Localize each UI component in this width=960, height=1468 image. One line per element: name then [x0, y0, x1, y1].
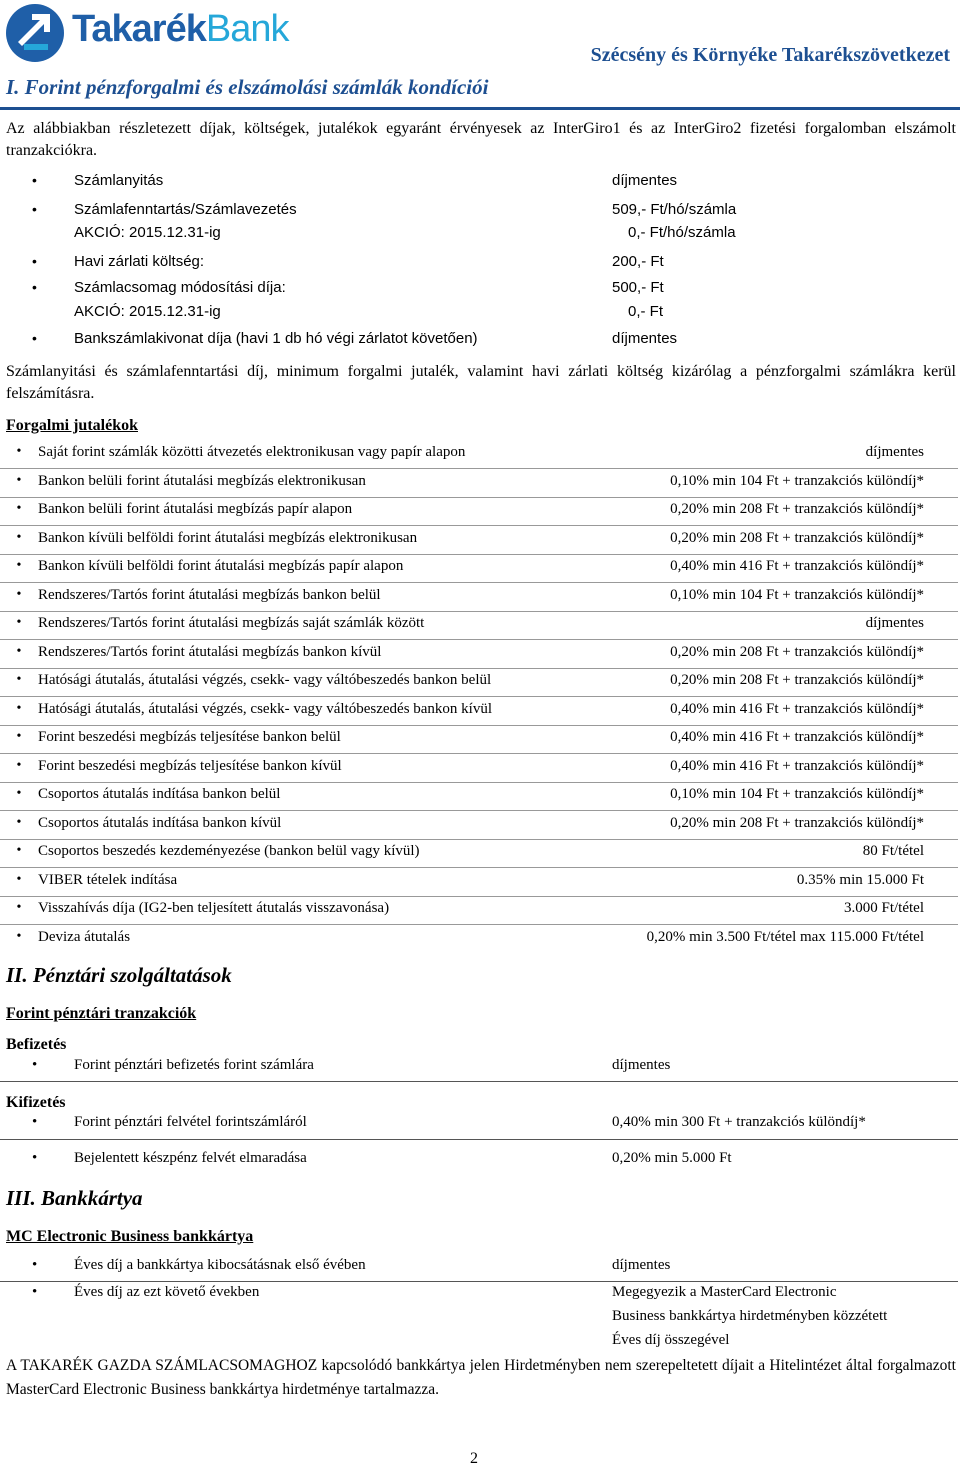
withdrawal-row: • Bejelentett készpénz felvét elmaradása 0,20% min 5.000 Ft: [32, 1150, 732, 1166]
fee-label: • Számlafenntartás/Számlavezetés: [74, 201, 297, 218]
commission-label: • Forint beszedési megbízás teljesítése bankon kívül: [38, 757, 342, 774]
commission-value: 0,40% min 416 Ft + tranzakciós különdíj*: [670, 700, 924, 717]
commission-label: • Deviza átutalás: [38, 928, 131, 945]
commission-row: [0, 839, 958, 868]
withdrawal-value: 0,40% min 300 Ft + tranzakciós különdíj*: [612, 1114, 866, 1130]
intro-paragraph: Az alábbiakban részletezett díjak, költségek, jutalékok egyaránt érvényesek az InterGiro1 és az InterGiro2 fizetési forgalomban elszámolt tranzakciókra.: [6, 120, 956, 159]
commission-value: díjmentes: [865, 615, 924, 631]
card-row: • Éves díj a bankkártya kibocsátásnak első évében díjmentes: [32, 1257, 671, 1273]
commission-row: [0, 697, 958, 726]
commission-label: • Bankon belüli forint átutalási megbízás papír alapon: [38, 501, 353, 517]
commission-row: [0, 668, 958, 697]
commission-label: • Rendszeres/Tartós forint átutalási megbízás bankon kívül: [38, 643, 382, 660]
commission-value: 80 Ft/tétel: [862, 843, 924, 859]
commission-row: [0, 811, 958, 840]
fee-value: 200,- Ft: [612, 253, 664, 270]
commission-row: [0, 611, 958, 640]
commission-value: 0,40% min 416 Ft + tranzakciós különdíj*: [670, 558, 924, 574]
section-1-title: I. Forint pénzforgalmi és elszámolási számlák kondíciói: [6, 75, 489, 99]
commission-row: [0, 754, 958, 783]
deposit-value: díjmentes: [612, 1057, 671, 1073]
card-value-line: Megegyezik a MasterCard Electronic: [612, 1284, 837, 1300]
commission-row: [0, 896, 958, 925]
commission-label: • Forint beszedési megbízás teljesítése bankon belül: [38, 729, 341, 745]
card-value: díjmentes: [612, 1257, 671, 1273]
commission-value: 0,40% min 416 Ft + tranzakciós különdíj*: [670, 757, 924, 774]
commission-row: [0, 583, 958, 612]
commission-value: 0,20% min 208 Ft + tranzakciós különdíj*: [670, 814, 924, 831]
commission-value: díjmentes: [865, 444, 924, 460]
commission-row: [0, 526, 958, 555]
divider: [0, 1139, 958, 1140]
commission-value: 0,10% min 104 Ft + tranzakciós különdíj*: [670, 472, 924, 489]
withdrawal-heading: Kifizetés: [6, 1094, 66, 1111]
commission-value: 0,20% min 208 Ft + tranzakciós különdíj*: [670, 643, 924, 660]
commission-label: • Hatósági átutalás, átutalási végzés, csekk- vagy váltóbeszedés bankon belül: [38, 672, 492, 688]
withdrawal-label: Bejelentett készpénz felvét elmaradása: [74, 1150, 307, 1166]
commission-value: 0,20% min 3.500 Ft/tétel max 115.000 Ft/tétel: [646, 928, 924, 945]
card-heading: MC Electronic Business bankkártya: [6, 1228, 254, 1245]
commission-value: 3.000 Ft/tétel: [844, 900, 924, 916]
commission-label: • Rendszeres/Tartós forint átutalási megbízás saját számlák között: [38, 615, 425, 631]
deposit-heading: Befizetés: [6, 1036, 67, 1053]
fee-label: AKCIÓ: 2015.12.31-ig: [74, 224, 221, 241]
card-footnote: A TAKARÉK GAZDA SZÁMLACSOMAGHOZ kapcsolódó bankkártya jelen Hirdetményben nem szerepeltetett díjait a Hitelintézet által forgalmazott MasterCard Electronic Business bankkártya hirdetménye tartalmazza.: [6, 1357, 956, 1398]
title-divider: [0, 107, 960, 110]
commission-row: [0, 782, 958, 811]
card-label: Éves díj a bankkártya kibocsátásnak első évében: [74, 1257, 366, 1273]
commission-label: • Hatósági átutalás, átutalási végzés, csekk- vagy váltóbeszedés bankon kívül: [38, 700, 493, 717]
commission-value: 0,10% min 104 Ft + tranzakciós különdíj*: [670, 586, 924, 603]
commission-label: • Csoportos beszedés kezdeményezése (bankon belül vagy kívül): [38, 843, 420, 859]
fee-label: • Bankszámlakivonat díja (havi 1 db hó végi zárlatot követően): [74, 330, 478, 347]
fee-value: 509,- Ft/hó/számla: [612, 201, 737, 218]
divider: [0, 1081, 958, 1082]
commission-label: • Saját forint számlák közötti átvezetés elektronikusan vagy papír alapon: [38, 444, 466, 460]
divider: [0, 1281, 958, 1282]
fee-label: • Számlacsomag módosítási díja:: [74, 279, 286, 296]
cash-transactions-heading: Forint pénztári tranzakciók: [6, 1005, 197, 1022]
section-2-title: II. Pénztári szolgáltatások: [6, 963, 232, 987]
commission-value: 0,20% min 208 Ft + tranzakciós különdíj*: [670, 529, 924, 546]
withdrawal-label: Forint pénztári felvétel forintszámláról: [74, 1114, 307, 1130]
commission-value: 0,20% min 208 Ft + tranzakciós különdíj*: [670, 672, 924, 688]
fee-label: AKCIÓ: 2015.12.31-ig: [74, 303, 221, 320]
commission-label: • Rendszeres/Tartós forint átutalási megbízás bankon belül: [38, 586, 381, 603]
card-value-line: Business bankkártya hirdetményben közzétett: [612, 1308, 888, 1324]
withdrawal-row: • Forint pénztári felvétel forintszámláról 0,40% min 300 Ft + tranzakciós különdíj*: [32, 1114, 866, 1130]
commission-row: [0, 725, 958, 754]
commission-label: • Visszahívás díja (IG2-ben teljesített átutalás visszavonása): [38, 900, 390, 916]
commission-label: • Bankon kívüli belföldi forint átutalási megbízás elektronikusan: [38, 529, 418, 546]
logo-wordmark: TakarékBank: [72, 8, 289, 50]
commission-label: • Csoportos átutalás indítása bankon kívül: [38, 814, 282, 831]
commission-label: • Bankon kívüli belföldi forint átutalási megbízás papír alapon: [38, 558, 404, 574]
note-paragraph: Számlanyitási és számlafenntartási díj, minimum forgalmi jutalék, valamint havi zárlati költség kizárólag a pénzforgalmi számlákra kerül felszámításra.: [6, 363, 956, 402]
logo-arrow-icon: [4, 2, 66, 64]
commission-value: 0.35% min 15.000 Ft: [796, 871, 924, 888]
commissions-heading: Forgalmi jutalékok: [6, 417, 138, 434]
commission-label: • VIBER tételek indítása: [38, 871, 178, 888]
commission-value: 0,20% min 208 Ft + tranzakciós különdíj*: [670, 501, 924, 517]
commission-row: [0, 440, 958, 469]
page-number: 2: [470, 1450, 478, 1467]
section-3-title: III. Bankkártya: [6, 1186, 143, 1210]
commission-row: [0, 497, 958, 526]
card-row: • Éves díj az ezt követő években Megegyezik a MasterCard Electronic Business bankkártya hirdetményben közzétett Éves díj összegével: [32, 1284, 888, 1348]
fee-label: • Havi zárlati költség:: [74, 253, 204, 270]
commission-row: [0, 640, 958, 669]
commission-row: [0, 868, 958, 897]
fee-value: 500,- Ft: [612, 279, 664, 296]
commission-row: [0, 925, 958, 953]
commission-label: • Csoportos átutalás indítása bankon belül: [38, 786, 281, 802]
fee-value: 0,- Ft/hó/számla: [628, 224, 736, 241]
card-value-line: Éves díj összegével: [612, 1332, 730, 1348]
commission-row: [0, 469, 958, 498]
withdrawal-value: 0,20% min 5.000 Ft: [612, 1150, 732, 1166]
branch-name: Szécsény és Környéke Takarékszövetkezet: [590, 44, 950, 66]
bank-logo: [4, 2, 334, 64]
commission-value: 0,40% min 416 Ft + tranzakciós különdíj*: [670, 729, 924, 745]
commission-label: • Bankon belüli forint átutalási megbízás elektronikusan: [38, 472, 366, 489]
commission-value: 0,10% min 104 Ft + tranzakciós különdíj*: [670, 786, 924, 802]
deposit-label: Forint pénztári befizetés forint számlára: [74, 1057, 314, 1073]
fee-value: díjmentes: [612, 172, 678, 189]
fee-value: 0,- Ft: [628, 303, 664, 320]
fee-value: díjmentes: [612, 330, 678, 347]
fee-label: • Számlanyitás: [74, 172, 163, 189]
card-label: Éves díj az ezt követő években: [74, 1284, 260, 1300]
deposit-row: • Forint pénztári befizetés forint számlára díjmentes: [32, 1057, 671, 1073]
account-fee-list: [0, 170, 960, 350]
commission-row: [0, 554, 958, 583]
